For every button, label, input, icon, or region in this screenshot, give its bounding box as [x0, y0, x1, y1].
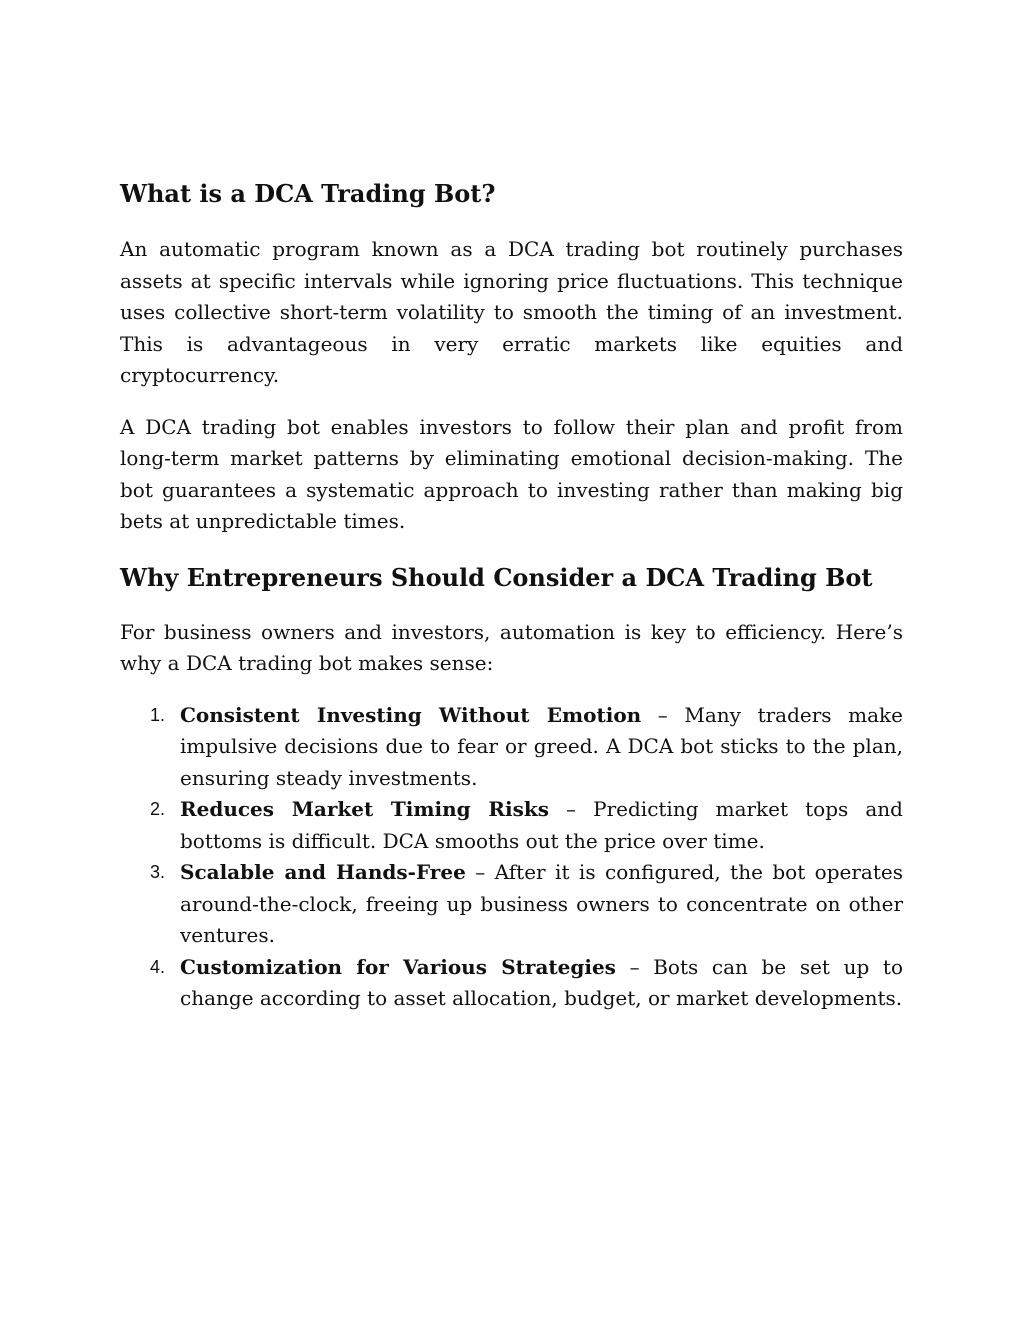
list-item-term: Reduces Market Timing Risks	[180, 797, 549, 821]
list-item-term: Scalable and Hands-Free	[180, 860, 466, 884]
paragraph-definition: An automatic program known as a DCA trading bot routinely purchases assets at specific intervals while ignoring price fluctuations. This technique uses collective short-term volatility to smooth the timing of an investment. This is advantageous in very erratic markets like equities and cryptocurrency.	[120, 237, 903, 387]
section-heading-why-entrepreneurs: Why Entrepreneurs Should Consider a DCA Trading Bot	[120, 562, 873, 592]
section-heading-what-is-dca-bot: What is a DCA Trading Bot?	[120, 179, 496, 208]
reasons-list	[120, 700, 903, 1015]
list-item-term: Consistent Investing Without Emotion	[180, 702, 642, 727]
document-page	[120, 172, 903, 1015]
list-item-text: – Predicting market tops and bottoms is difficult. DCA smooths out the price over time.	[180, 797, 903, 853]
paragraph-benefits: A DCA trading bot enables investors to follow their plan and profit from long-term market patterns by eliminating emotional decision-making. The bot guarantees a systematic approach to investing rather than making big bets at unpredictable times.	[120, 414, 903, 533]
list-item-text: – After it is configured, the bot operates around-the-clock, freeing up business owners to concentrate on other ventures.	[180, 860, 903, 947]
list-item	[120, 700, 903, 795]
list-item-number: 4.	[150, 956, 166, 977]
list-item	[120, 952, 903, 1015]
list-item-text: – Many traders make impulsive decisions due to fear or greed. A DCA bot sticks to the plan, ensuring steady investments.	[180, 702, 903, 790]
list-item-term: Customization for Various Strategies	[180, 954, 616, 979]
list-item-number: 1.	[150, 704, 166, 725]
list-item	[120, 857, 903, 952]
list-item	[120, 794, 903, 857]
paragraph-intro: For business owners and investors, automation is key to efficiency. Here’s why a DCA trading bot makes sense:	[120, 619, 903, 675]
list-item-number: 3.	[150, 862, 166, 882]
list-item-number: 2.	[150, 799, 166, 819]
list-item-text: – Bots can be set up to change according to asset allocation, budget, or market developments.	[180, 954, 903, 1010]
